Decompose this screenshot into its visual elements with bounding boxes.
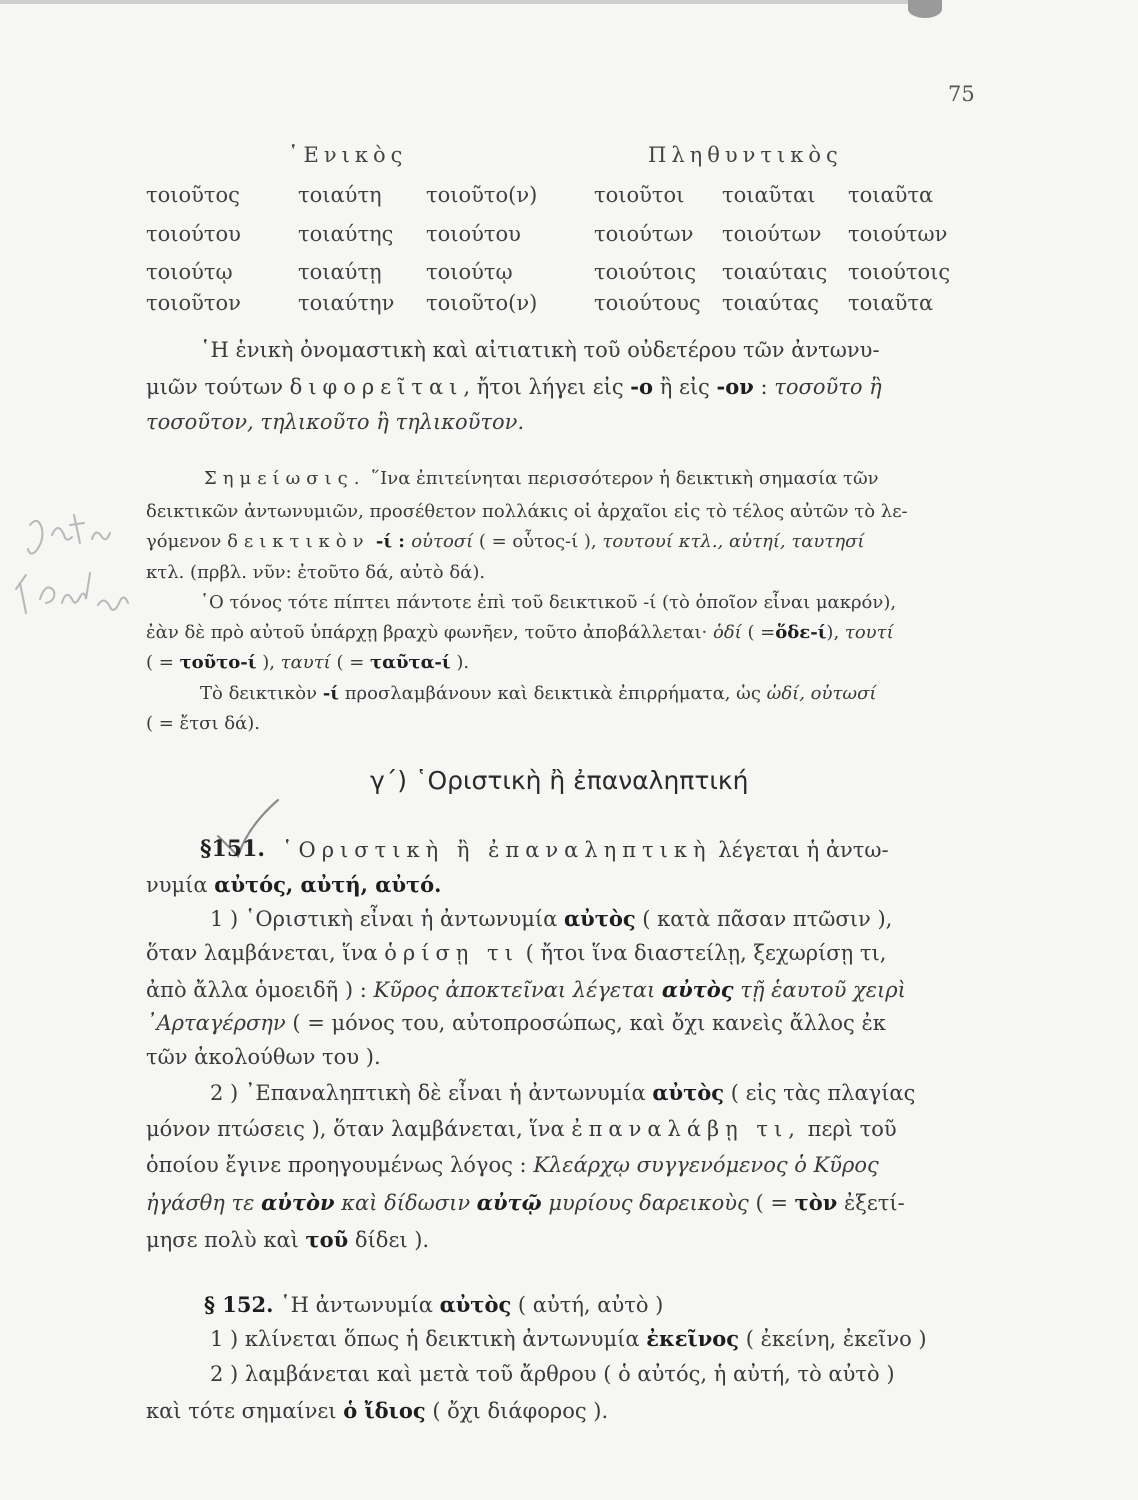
table-cell: τοιοῦτον xyxy=(146,291,241,315)
note-heading: Σημείωσις. xyxy=(204,468,366,489)
text-line: ῾Οριστικὴ ἢ ἐπαναληπτικὴ λέγεται ἡ ἀντω- xyxy=(282,838,889,862)
text-line: δεικτικῶν ἀντωνυμιῶν, προσέθετον πολλάκις οἱ ἀρχαῖοι εἰς τὸ τέλος αὐτῶν τὸ λε- xyxy=(146,501,908,522)
text-line: ἐὰν δὲ πρὸ αὐτοῦ ὑπάρχῃ βραχὺ φωνῆεν, τοῦτο ἀποβάλλεται· ὁδί ( =ὅδε-ί), τουτί xyxy=(146,622,894,643)
table-cell: τοιούτοις xyxy=(594,260,697,284)
text-line: ὁποίου ἔγινε προηγουμένως λόγος : Κλεάρχῳ συγγενόμενος ὁ Κῦρος xyxy=(146,1153,879,1177)
table-cell: τοιοῦτοι xyxy=(594,183,685,207)
text-line: μησε πολὺ καὶ τοῦ δίδει ). xyxy=(146,1227,430,1252)
text-line: τοσοῦτον, τηλικοῦτο ἢ τηλικοῦτον. xyxy=(146,410,525,434)
table-cell: τοιαύτη xyxy=(298,183,382,207)
text-line: 1 ) κλίνεται ὅπως ἡ δεικτικὴ ἀντωνυμία ἐκεῖνος ( ἐκείνη, ἐκεῖνο ) xyxy=(210,1326,927,1351)
table-cell: τοιαῦται xyxy=(722,183,816,207)
top-edge xyxy=(0,0,940,4)
ink-blot xyxy=(908,0,942,18)
text-line: ἀπὸ ἄλλα ὁμοειδῆ ) : Κῦρος ἀποκτεῖναι λέγεται αὐτὸς τῇ ἑαυτοῦ χειρὶ xyxy=(146,977,906,1002)
text-line: 2 ) λαμβάνεται καὶ μετὰ τοῦ ἄρθρου ( ὁ αὐτός, ἡ αὐτή, τὸ αὐτὸ ) xyxy=(210,1362,895,1386)
paragraph-number: §151. xyxy=(200,836,266,862)
table-cell: τοιούτους xyxy=(594,291,701,315)
section-title: γ΄) ῾Οριστικὴ ἢ ἐπαναληπτική xyxy=(370,766,749,795)
table-cell: τοιαύτην xyxy=(298,291,395,315)
singular-heading: ῾Ενικὸς xyxy=(288,143,408,167)
text-line: ( = ἔτσι δά). xyxy=(146,713,260,734)
table-cell: τοιούτῳ xyxy=(146,260,233,284)
table-cell: τοιαύτας xyxy=(722,291,820,315)
table-cell: τοιοῦτος xyxy=(146,183,240,207)
text-line: κτλ. (πρβλ. νῦν: ἐτοῦτο δά, αὐτὸ δά). xyxy=(146,562,486,583)
text-line: τῶν ἀκολούθων του ). xyxy=(146,1045,381,1069)
text-line: καὶ τότε σημαίνει ὁ ἴδιος ( ὄχι διάφορος ). xyxy=(146,1398,609,1423)
table-cell: τοιοῦτο(ν) xyxy=(426,291,538,315)
text-line: ἠγάσθη τε αὐτὸν καὶ δίδωσιν αὐτῷ μυρίους δαρεικοὺς ( = τὸν ἐξετί- xyxy=(146,1190,905,1215)
table-cell: τοιούτου xyxy=(426,222,521,246)
table-cell: τοιαύταις xyxy=(722,260,828,284)
text-line: ᾿Αρταγέρσην ( = μόνος του, αὐτοπροσώπως, καὶ ὄχι κανεὶς ἄλλος ἐκ xyxy=(146,1011,886,1035)
table-cell: τοιαύτης xyxy=(298,222,394,246)
table-cell: τοιούτων xyxy=(848,222,948,246)
plural-heading: Πληθυντικὸς xyxy=(648,143,843,167)
text-line: 1 ) ῾Οριστικὴ εἶναι ἡ ἀντωνυμία αὐτὸς ( κατὰ πᾶσαν πτῶσιν ), xyxy=(210,906,893,931)
text-line: μιῶν τούτων διφορεῖται, ἤτοι λήγει εἰς -ο ἢ εἰς -ον : τοσοῦτο ἢ xyxy=(146,374,882,399)
table-cell: τοιούτων xyxy=(594,222,694,246)
page-number: 75 xyxy=(948,82,975,106)
table-cell: τοιούτοις xyxy=(848,260,951,284)
text-line: Τὸ δεικτικὸν -ί προσλαμβάνουν καὶ δεικτικὰ ἐπιρρήματα, ὡς ὡδί, οὑτωσί xyxy=(200,683,877,704)
text-line: § 152. ῾Η ἀντωνυμία αὐτὸς ( αὐτή, αὐτὸ ) xyxy=(204,1292,664,1317)
table-cell: τοιαύτῃ xyxy=(298,260,382,284)
text-line: ῾Η ἑνικὴ ὀνομαστικὴ καὶ αἰτιατικὴ τοῦ οὐδετέρου τῶν ἀντωνυ- xyxy=(200,338,880,362)
text-line: μόνον πτώσεις ), ὅταν λαμβάνεται, ἵνα ἐπαναλάβῃ τι, περὶ τοῦ xyxy=(146,1117,897,1141)
handwritten-margin-note xyxy=(0,495,150,655)
table-cell: τοιαῦτα xyxy=(848,183,934,207)
table-cell: τοιοῦτο(ν) xyxy=(426,183,538,207)
paragraph-number: § 152. xyxy=(204,1292,274,1317)
text-line: ὅταν λαμβάνεται, ἵνα ὁρίσῃ τι ( ἤτοι ἵνα διαστείλῃ, ξεχωρίσῃ τι, xyxy=(146,941,887,965)
table-cell: τοιούτων xyxy=(722,222,822,246)
text-line: νυμία αὐτός, αὐτή, αὐτό. xyxy=(146,872,442,897)
table-cell: τοιούτου xyxy=(146,222,241,246)
text-line: ῾Ο τόνος τότε πίπτει πάντοτε ἐπὶ τοῦ δεικτικοῦ -ί (τὸ ὁποῖον εἶναι μακρόν), xyxy=(200,592,897,613)
text-line: 2 ) ᾿Επαναληπτικὴ δὲ εἶναι ἡ ἀντωνυμία αὐτὸς ( εἰς τὰς πλαγίας xyxy=(210,1080,916,1105)
table-cell: τοιούτῳ xyxy=(426,260,513,284)
text-line: ( = τοῦτο-ί ), ταυτί ( = ταῦτα-ί ). xyxy=(146,652,470,673)
text-line: Σημείωσις. ῞Ινα ἐπιτείνηται περισσότερον ἡ δεικτικὴ σημασία τῶν xyxy=(204,468,879,489)
table-cell: τοιαῦτα xyxy=(848,291,934,315)
text-line: γόμενον δεικτικὸν -ί : οὑτοσί ( = οὗτος-ί ), τουτουί κτλ., αὑτηί, ταυτησί xyxy=(146,531,865,552)
